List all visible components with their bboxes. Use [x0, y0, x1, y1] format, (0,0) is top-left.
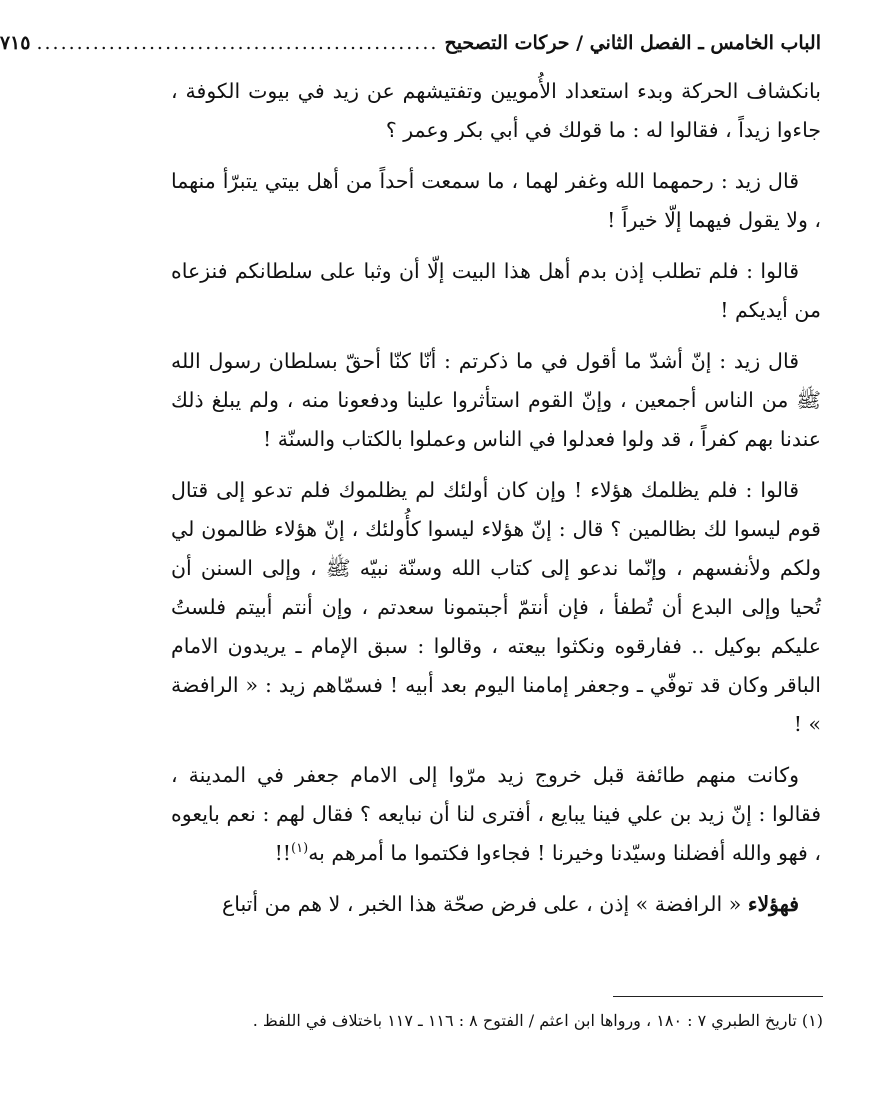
footnote-divider: [613, 996, 823, 997]
book-page: [0, 28, 821, 936]
paragraph-text: « الرافضة » إذن ، على فرض صحّة هذا الخبر ، لا هم من أتباع: [221, 892, 742, 916]
running-header: [0, 28, 821, 58]
paragraph-end-marks: !!: [274, 841, 292, 865]
paragraph: قالوا : فلم يظلمك هؤلاء ! وإن كان أولئك لم يظلموك فلم تدعو إلى قتال قوم ليسوا لك بظالمين ؟ قال : إنّ هؤلاء ليسوا كأُولئك ، إنّ هؤلاء ظالمون لي ولكم ولأنفسهم ، وإنّما ندعو إلى كتاب الله وسنّة نبيّه ﷺ ، وإلى السنن أن تُحيا وإلى البدع أن تُطفأ ، فإن أنتمّ أجبتمونا سعدتم ، وإن أنتم أبيتم فلستُ عليكم بوكيل .. ففارقوه ونكثوا بيعته ، وقالوا : سبق الإمام ـ يريدون الامام الباقر وكان قد توفّي ـ وجعفر إمامنا اليوم بعد أبيه ! فسمّاهم زيد : « الرافضة » !: [171, 478, 821, 736]
paragraph-continued: [171, 885, 821, 924]
body-text: [171, 72, 821, 924]
paragraph-lead-word: فهؤلاء: [747, 892, 799, 916]
chapter-title: الباب الخامس ـ الفصل الثاني / حركات التصحيح: [444, 32, 821, 54]
footnote: (١) تاريخ الطبري ٧ : ١٨٠ ، ورواها ابن اعثم / الفتوح ٨ : ١١٦ ـ ١١٧ باختلاف في اللفظ .: [252, 1011, 823, 1030]
page-number: ٧١٥: [0, 32, 31, 54]
paragraph: قالوا : فلم تطلب إذن بدم أهل هذا البيت إلّا أن وثبا على سلطانكم فنزعاه من أيديكم !: [171, 259, 821, 322]
paragraph: بانكشاف الحركة وبدء استعداد الأُمويين وتفتيشهم عن زيد في بيوت الكوفة ، جاءوا زيداً ، فقالوا له : ما قولك في أبي بكر وعمر ؟: [171, 79, 821, 142]
paragraph: قال زيد : رحمهما الله وغفر لهما ، ما سمعت أحداً من أهل بيتي يتبرّأ منهما ، ولا يقول فيهما إلّا خيراً !: [171, 169, 821, 232]
paragraph-with-footnote: [171, 756, 821, 873]
paragraph-text: وكانت منهم طائفة قبل خروج زيد مرّوا إلى الامام جعفر في المدينة ، فقالوا : إنّ زيد بن علي فينا يبايع ، أفترى لنا أن نبايعه ؟ فقال لهم : نعم بايعوه ، فهو والله أفضلنا وسيّدنا وخيرنا ! فجاءوا فكتموا ما أمرهم به: [171, 763, 821, 865]
footnote-reference: (١): [291, 841, 309, 857]
header-leader-dots: ..................................................: [36, 32, 439, 54]
paragraph: قال زيد : إنّ أشدّ ما أقول في ما ذكرتم : أنّا كنّا أحقّ بسلطان رسول الله ﷺ من الناس أجمعين ، وإنّ القوم استأثروا علينا ودفعونا منه ، ولم يبلغ ذلك عندنا بهم كفراً ، قد ولوا فعدلوا في الناس وعملوا بالكتاب والسنّة !: [171, 349, 821, 451]
